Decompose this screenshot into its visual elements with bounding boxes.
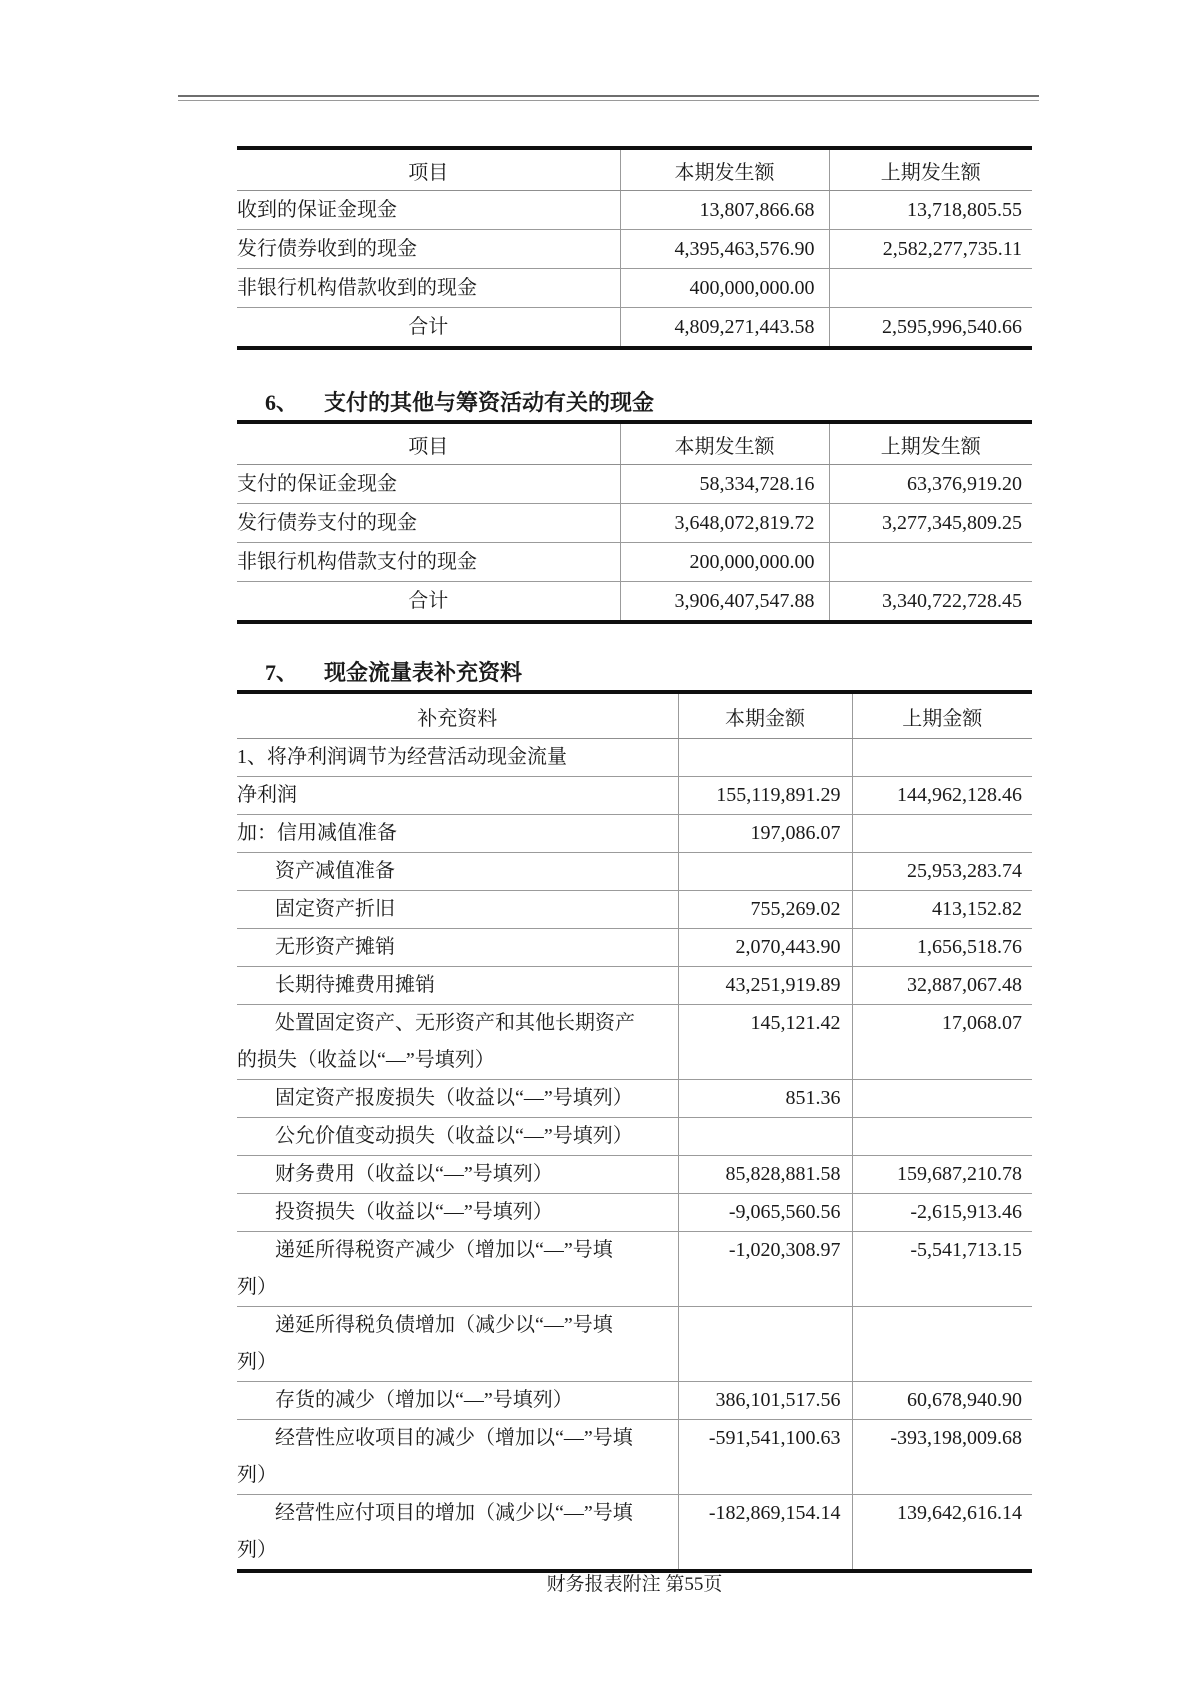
current-amount-cell xyxy=(678,1156,852,1194)
item-label-line2: 的损失（收益以“—”号填列） xyxy=(237,1049,495,1071)
current-amount: 58,334,728.16 xyxy=(699,473,815,495)
item-cell xyxy=(237,739,678,777)
col-header-item: 项目 xyxy=(237,148,620,191)
table-other-cash-received xyxy=(237,146,1032,350)
prior-amount-cell xyxy=(852,777,1032,815)
current-amount: 43,251,919.89 xyxy=(725,974,841,996)
prior-amount: 159,687,210.78 xyxy=(897,1163,1022,1185)
item-cell xyxy=(237,777,678,815)
prior-amount-cell xyxy=(829,230,1032,269)
item-cell xyxy=(237,1420,678,1495)
prior-amount-cell xyxy=(852,1307,1032,1382)
current-amount-cell xyxy=(620,230,829,269)
item-label-line2: 列） xyxy=(237,1276,277,1298)
table-other-cash-paid xyxy=(237,420,1032,624)
prior-amount: 2,582,277,735.11 xyxy=(882,238,1022,260)
item-label-line2: 列） xyxy=(237,1539,277,1561)
table-row xyxy=(237,269,1032,308)
table-row xyxy=(237,543,1032,582)
col-header-current: 本期发生额 xyxy=(620,422,829,465)
prior-amount: 144,962,128.46 xyxy=(897,784,1022,806)
prior-amount: 32,887,067.48 xyxy=(907,974,1022,996)
item-label: 收到的保证金现金 xyxy=(237,199,397,221)
item-label: 财务费用（收益以“—”号填列） xyxy=(275,1163,553,1185)
section-7-heading xyxy=(237,658,522,688)
current-amount: -182,869,154.14 xyxy=(708,1502,841,1524)
current-amount-cell xyxy=(678,929,852,967)
prior-amount-cell xyxy=(829,582,1032,623)
item-cell xyxy=(237,853,678,891)
prior-amount-cell xyxy=(852,1080,1032,1118)
table-row xyxy=(237,853,1032,891)
section-6-number: 6、 xyxy=(265,390,299,415)
prior-amount: 413,152.82 xyxy=(932,898,1022,920)
prior-amount-cell xyxy=(829,308,1032,349)
prior-amount: 3,340,722,728.45 xyxy=(882,590,1022,612)
item-label: 长期待摊费用摊销 xyxy=(275,974,435,996)
prior-amount-cell xyxy=(829,543,1032,582)
prior-amount-cell xyxy=(852,853,1032,891)
current-amount: 4,809,271,443.58 xyxy=(674,316,815,338)
prior-amount-cell xyxy=(829,269,1032,308)
header-row xyxy=(237,148,1032,191)
table-cashflow-supplement xyxy=(237,690,1032,1573)
current-amount-cell xyxy=(678,1495,852,1572)
page-header-rule xyxy=(178,95,1039,101)
item-label: 支付的保证金现金 xyxy=(237,473,397,495)
section-7-title: 现金流量表补充资料 xyxy=(324,660,523,685)
current-amount-cell xyxy=(620,504,829,543)
item-label: 加：信用减值准备 xyxy=(237,822,397,844)
prior-amount-cell xyxy=(852,1495,1032,1572)
current-amount: 386,101,517.56 xyxy=(715,1389,841,1411)
current-amount: 145,121.42 xyxy=(750,1012,841,1034)
item-cell xyxy=(237,465,620,504)
prior-amount-cell xyxy=(852,1005,1032,1080)
current-amount-cell xyxy=(678,967,852,1005)
header-row xyxy=(237,692,1032,739)
current-amount-cell xyxy=(620,543,829,582)
item-cell xyxy=(237,269,620,308)
prior-amount: 63,376,919.20 xyxy=(907,473,1022,495)
prior-amount-cell xyxy=(829,504,1032,543)
current-amount: 3,648,072,819.72 xyxy=(674,512,815,534)
prior-amount: 25,953,283.74 xyxy=(907,860,1022,882)
table-row xyxy=(237,1005,1032,1080)
table-row xyxy=(237,891,1032,929)
table-row xyxy=(237,1307,1032,1382)
prior-amount-cell xyxy=(829,465,1032,504)
item-cell xyxy=(237,1005,678,1080)
table-row xyxy=(237,815,1032,853)
current-amount-cell xyxy=(620,191,829,230)
prior-amount-cell xyxy=(852,1232,1032,1307)
table-row xyxy=(237,1232,1032,1307)
item-label: 发行债券收到的现金 xyxy=(237,238,417,260)
item-label: 投资损失（收益以“—”号填列） xyxy=(275,1201,553,1223)
item-cell xyxy=(237,1232,678,1307)
table-row xyxy=(237,1156,1032,1194)
item-label-line2: 列） xyxy=(237,1351,277,1373)
item-cell xyxy=(237,1307,678,1382)
current-amount-cell xyxy=(678,1232,852,1307)
page-footer: 财务报表附注 第55页 xyxy=(546,1574,723,1595)
table-total-row xyxy=(237,308,1032,349)
prior-amount-cell xyxy=(852,1156,1032,1194)
item-label: 固定资产折旧 xyxy=(275,898,395,920)
current-amount-cell xyxy=(678,1382,852,1420)
current-amount-cell xyxy=(678,739,852,777)
prior-amount-cell xyxy=(852,967,1032,1005)
total-label: 合计 xyxy=(408,316,449,338)
table-row xyxy=(237,1080,1032,1118)
item-label: 固定资产报废损失（收益以“—”号填列） xyxy=(275,1087,633,1109)
table-row xyxy=(237,777,1032,815)
prior-amount: -2,615,913.46 xyxy=(910,1201,1022,1223)
current-amount: 2,070,443.90 xyxy=(735,936,841,958)
table-row xyxy=(237,739,1032,777)
table-total-row xyxy=(237,582,1032,623)
col-header-prior: 上期发生额 xyxy=(829,148,1032,191)
item-cell xyxy=(237,1080,678,1118)
item-cell xyxy=(237,815,678,853)
item-cell xyxy=(237,1495,678,1572)
prior-amount-cell xyxy=(852,891,1032,929)
item-cell xyxy=(237,891,678,929)
table-row xyxy=(237,1194,1032,1232)
current-amount: 200,000,000.00 xyxy=(689,551,815,573)
current-amount: 400,000,000.00 xyxy=(689,277,815,299)
current-amount-cell xyxy=(678,1194,852,1232)
item-label-line2: 列） xyxy=(237,1464,277,1486)
current-amount-cell xyxy=(678,891,852,929)
current-amount: -591,541,100.63 xyxy=(708,1427,841,1449)
table-row xyxy=(237,967,1032,1005)
header-row xyxy=(237,422,1032,465)
current-amount-cell xyxy=(620,269,829,308)
current-amount: 13,807,866.68 xyxy=(699,199,815,221)
prior-amount: 139,642,616.14 xyxy=(897,1502,1022,1524)
item-cell xyxy=(237,1382,678,1420)
current-amount: 4,395,463,576.90 xyxy=(674,238,815,260)
table-row xyxy=(237,230,1032,269)
current-amount-cell xyxy=(678,815,852,853)
item-cell xyxy=(237,191,620,230)
current-amount-cell xyxy=(620,582,829,623)
item-label: 非银行机构借款支付的现金 xyxy=(237,551,477,573)
section-6-title: 支付的其他与筹资活动有关的现金 xyxy=(324,390,655,415)
item-cell xyxy=(237,1118,678,1156)
current-amount: 3,906,407,547.88 xyxy=(674,590,815,612)
item-label-line1: 递延所得税负债增加（减少以“—”号填 xyxy=(275,1314,613,1336)
prior-amount-cell xyxy=(852,1118,1032,1156)
current-amount: -1,020,308.97 xyxy=(728,1239,841,1261)
item-label-line1: 递延所得税资产减少（增加以“—”号填 xyxy=(275,1239,613,1261)
current-amount-cell xyxy=(678,1307,852,1382)
col-header-current: 本期金额 xyxy=(678,692,852,739)
item-label: 发行债券支付的现金 xyxy=(237,512,417,534)
item-cell xyxy=(237,582,620,623)
item-label: 1、将净利润调节为经营活动现金流量 xyxy=(237,746,567,768)
table-row xyxy=(237,1420,1032,1495)
col-header-item: 项目 xyxy=(237,422,620,465)
item-cell xyxy=(237,230,620,269)
item-label: 净利润 xyxy=(237,784,297,806)
prior-amount-cell xyxy=(852,1194,1032,1232)
item-cell xyxy=(237,543,620,582)
prior-amount: 13,718,805.55 xyxy=(907,199,1022,221)
current-amount-cell xyxy=(620,465,829,504)
prior-amount: 17,068.07 xyxy=(942,1012,1022,1034)
prior-amount: 60,678,940.90 xyxy=(907,1389,1022,1411)
prior-amount: -5,541,713.15 xyxy=(910,1239,1022,1261)
prior-amount-cell xyxy=(852,1420,1032,1495)
table-row xyxy=(237,929,1032,967)
item-label-line1: 经营性应付项目的增加（减少以“—”号填 xyxy=(275,1502,633,1524)
current-amount: 755,269.02 xyxy=(750,898,841,920)
current-amount-cell xyxy=(678,1080,852,1118)
col-header-item: 补充资料 xyxy=(237,692,678,739)
item-label: 无形资产摊销 xyxy=(275,936,395,958)
current-amount-cell xyxy=(678,1118,852,1156)
item-cell xyxy=(237,308,620,349)
section-7-number: 7、 xyxy=(265,660,299,685)
item-label-line1: 经营性应收项目的减少（增加以“—”号填 xyxy=(275,1427,633,1449)
item-cell xyxy=(237,1194,678,1232)
prior-amount-cell xyxy=(852,929,1032,967)
prior-amount-cell xyxy=(852,1382,1032,1420)
current-amount: -9,065,560.56 xyxy=(728,1201,841,1223)
table-row xyxy=(237,504,1032,543)
prior-amount-cell xyxy=(852,739,1032,777)
item-label: 公允价值变动损失（收益以“—”号填列） xyxy=(275,1125,633,1147)
table-row xyxy=(237,1495,1032,1572)
current-amount-cell xyxy=(678,1420,852,1495)
col-header-prior: 上期发生额 xyxy=(829,422,1032,465)
col-header-current: 本期发生额 xyxy=(620,148,829,191)
current-amount: 197,086.07 xyxy=(750,822,841,844)
item-cell xyxy=(237,929,678,967)
prior-amount: 1,656,518.76 xyxy=(917,936,1022,958)
current-amount: 851.36 xyxy=(785,1087,841,1109)
item-cell xyxy=(237,967,678,1005)
table-row xyxy=(237,1118,1032,1156)
prior-amount-cell xyxy=(852,815,1032,853)
section-6-heading xyxy=(237,388,654,418)
prior-amount: 3,277,345,809.25 xyxy=(882,512,1022,534)
col-header-prior: 上期金额 xyxy=(852,692,1032,739)
item-cell xyxy=(237,1156,678,1194)
current-amount: 155,119,891.29 xyxy=(716,784,841,806)
current-amount: 85,828,881.58 xyxy=(725,1163,841,1185)
prior-amount: 2,595,996,540.66 xyxy=(882,316,1022,338)
total-label: 合计 xyxy=(408,590,449,612)
table-row xyxy=(237,465,1032,504)
current-amount-cell xyxy=(678,853,852,891)
item-label: 资产减值准备 xyxy=(275,860,395,882)
prior-amount: -393,198,009.68 xyxy=(890,1427,1022,1449)
current-amount-cell xyxy=(620,308,829,349)
item-label-line1: 处置固定资产、无形资产和其他长期资产 xyxy=(275,1012,635,1034)
item-label: 存货的减少（增加以“—”号填列） xyxy=(275,1389,573,1411)
item-label: 非银行机构借款收到的现金 xyxy=(237,277,477,299)
prior-amount-cell xyxy=(829,191,1032,230)
table-row xyxy=(237,191,1032,230)
current-amount-cell xyxy=(678,777,852,815)
current-amount-cell xyxy=(678,1005,852,1080)
item-cell xyxy=(237,504,620,543)
table-row xyxy=(237,1382,1032,1420)
